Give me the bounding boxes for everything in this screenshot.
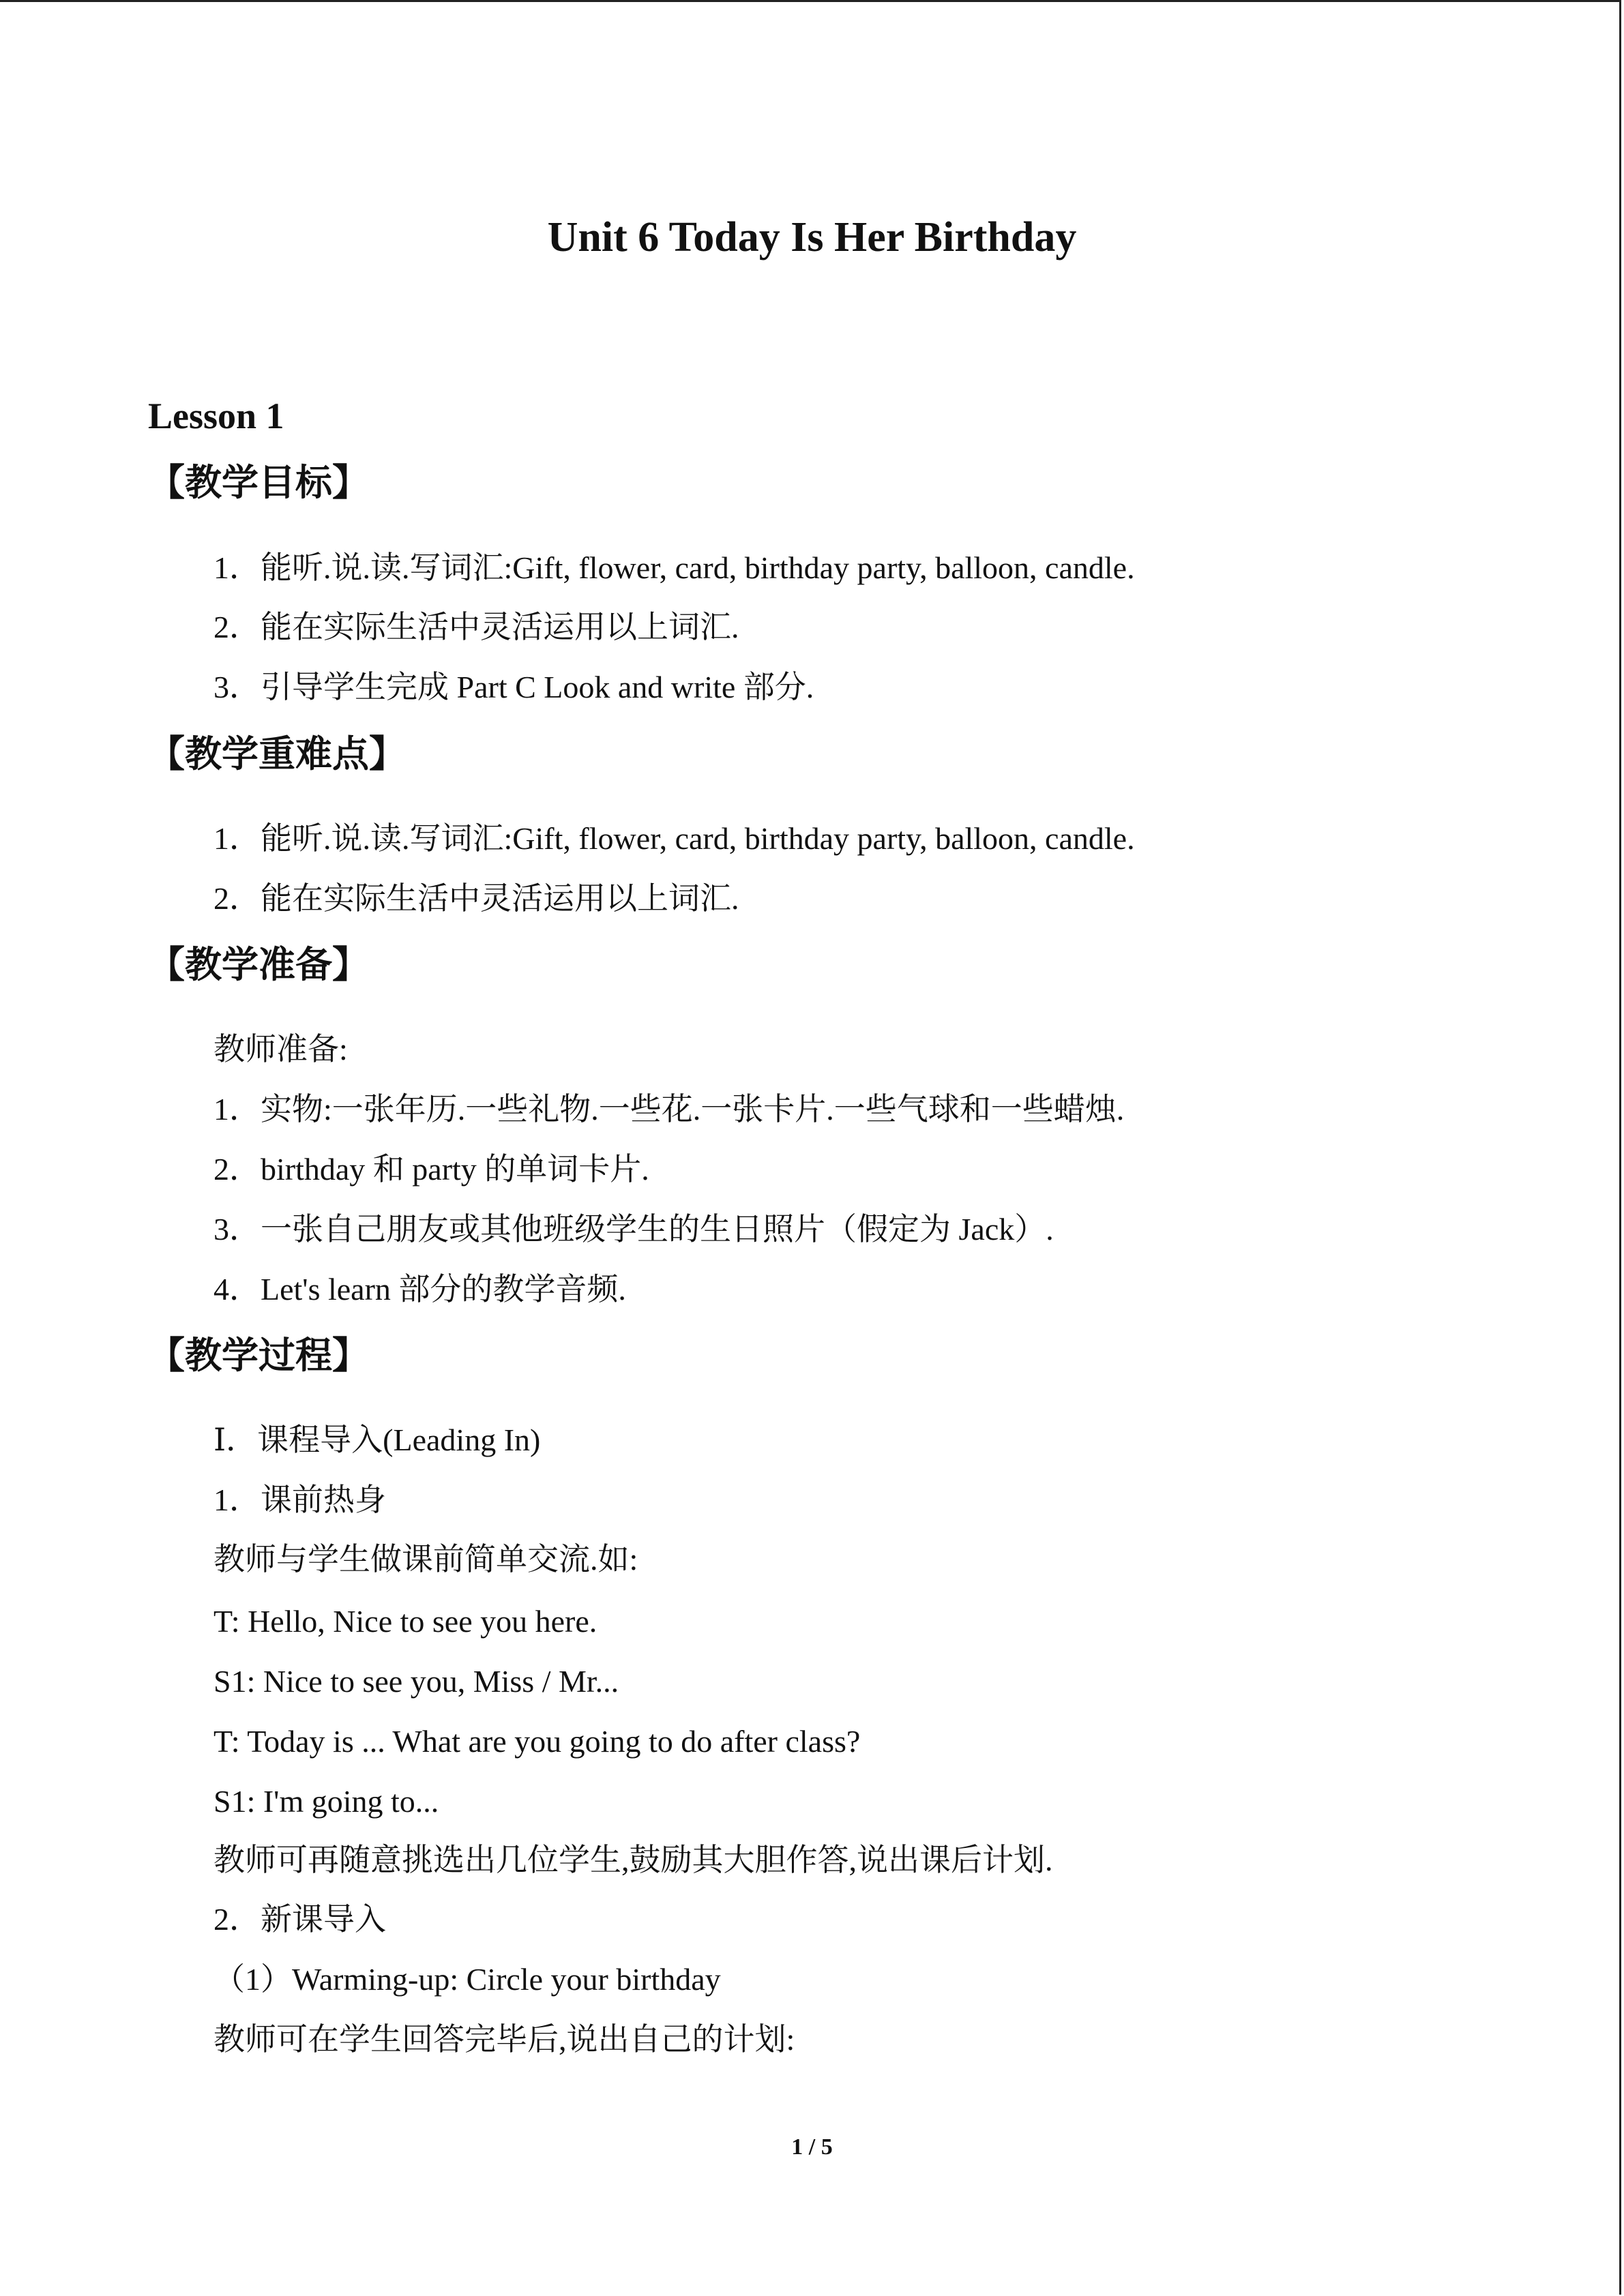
procedure-line-4: T: Hello, Nice to see you here. <box>213 1604 597 1639</box>
preparation-line-5: 4．Let's learn 部分的教学音频. <box>213 1272 626 1307</box>
objective-line-2: 2．能在实际生活中灵活运用以上词汇. <box>213 610 739 644</box>
procedure-line-1: Ⅰ．课程导入(Leading In) <box>213 1422 541 1457</box>
section-heading-procedure: 【教学过程】 <box>148 1334 369 1377</box>
procedure-line-3: 教师与学生做课前简单交流.如: <box>213 1542 638 1577</box>
procedure-line-10: （1）Warming-up: Circle your birthday <box>213 1962 721 1997</box>
key-point-line-2: 2．能在实际生活中灵活运用以上词汇. <box>213 881 739 916</box>
section-heading-preparation: 【教学准备】 <box>148 943 369 986</box>
objective-line-1: 1．能听.说.读.写词汇:Gift, flower, card, birthday party, balloon, candle. <box>213 550 1135 585</box>
procedure-line-2: 1．课前热身 <box>213 1482 386 1517</box>
key-point-line-1: 1．能听.说.读.写词汇:Gift, flower, card, birthday party, balloon, candle. <box>213 821 1135 856</box>
section-heading-key-points: 【教学重难点】 <box>148 732 406 775</box>
procedure-line-8: 教师可再随意挑选出几位学生,鼓励其大胆作答,说出课后计划. <box>213 1843 1053 1877</box>
document-title: Unit 6 Today Is Her Birthday <box>547 214 1077 260</box>
preparation-line-4: 3．一张自己朋友或其他班级学生的生日照片（假定为 Jack）. <box>213 1212 1054 1247</box>
procedure-line-7: S1: I'm going to... <box>213 1784 439 1819</box>
lesson-heading: Lesson 1 <box>148 396 284 436</box>
section-heading-objectives: 【教学目标】 <box>148 461 369 504</box>
preparation-line-1: 教师准备: <box>213 1032 348 1067</box>
page-number: 1 / 5 <box>791 2134 833 2160</box>
procedure-line-11: 教师可在学生回答完毕后,说出自己的计划: <box>213 2022 795 2057</box>
objective-line-3: 3．引导学生完成 Part C Look and write 部分. <box>213 670 814 704</box>
procedure-line-9: 2．新课导入 <box>213 1902 386 1937</box>
preparation-line-3: 2．birthday 和 party 的单词卡片. <box>213 1152 649 1187</box>
preparation-line-2: 1．实物:一张年历.一些礼物.一些花.一张卡片.一些气球和一些蜡烛. <box>213 1092 1125 1127</box>
procedure-line-6: T: Today is ... What are you going to do after class? <box>213 1724 861 1759</box>
procedure-line-5: S1: Nice to see you, Miss / Mr... <box>213 1664 619 1699</box>
